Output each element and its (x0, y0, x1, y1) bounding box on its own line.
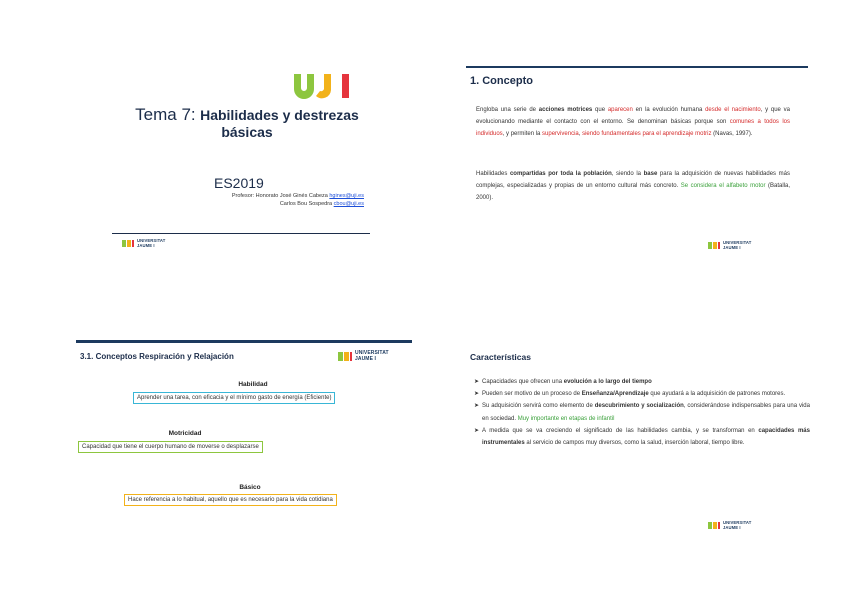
divider (112, 233, 370, 234)
label-basico: Básico (239, 484, 261, 491)
text-run: , y que va evolucionando mediante el contacto con el entorno. Se denominan básicas porque son (476, 107, 790, 125)
slide-caracteristicas (424, 300, 848, 599)
text-run: base (643, 171, 658, 177)
text-run: A medida que se va creciendo el significado de las habilidades cambia, y se transforman en (482, 427, 759, 434)
text-run: desde el nacimiento (705, 107, 761, 113)
top-bar (466, 66, 808, 68)
slide-title (0, 0, 424, 299)
uji-logo (292, 72, 358, 100)
professor-2: Carlos Bou Sospedra (279, 201, 334, 207)
text-run: (Navas, 1997). (711, 131, 753, 137)
box-basico: Hace referencia a lo habitual, aquello que es necesario para la vida cotidiana (124, 494, 337, 506)
text-run: (Batalla, 2000). (476, 183, 790, 201)
uji-footer-logo: UNIVERSITAT JAUME I (708, 521, 751, 530)
text-run: siendo fundamentales para el aprendizaje motriz (582, 131, 712, 137)
text-run: compartidas por toda la población (509, 171, 612, 177)
text-run: capacidades más instrumentales (482, 427, 810, 447)
list-item (474, 376, 810, 388)
text-run: Enseñanza/Aprendizaje (581, 391, 649, 398)
uji-footer-logo: UNIVERSITAT JAUME I (708, 241, 751, 250)
text-run: , siendo la (611, 171, 644, 177)
title-sub-line2: básicas (221, 124, 273, 140)
text-run: Se considera el alfabeto motor (680, 183, 766, 189)
title-sub-line1: Habilidades y destrezas (200, 107, 359, 123)
text-run: Habilidades (476, 171, 510, 177)
text-run: que (592, 107, 608, 113)
email-link-1[interactable]: hgines@uji.es (329, 193, 364, 199)
slide-conceptos (0, 300, 424, 599)
text-run: en la evolución humana (632, 107, 706, 113)
box-motricidad: Capacidad que tiene el cuerpo humano de moverse o desplazarse (78, 441, 263, 453)
slide-heading: Características (470, 352, 531, 362)
characteristics-list (474, 376, 810, 449)
text-run: , y permiten la (502, 131, 543, 137)
label-habilidad: Habilidad (238, 381, 268, 388)
list-item (474, 425, 810, 449)
text-run: descubrimiento y socialización (594, 403, 684, 410)
label-motricidad: Motricidad (168, 430, 202, 437)
text-run: Su adquisición servirá como elemento de (482, 403, 595, 410)
top-bar (76, 340, 412, 343)
text-run: acciones motrices (538, 107, 593, 113)
email-link-2[interactable]: cbou@uji.es (333, 201, 364, 207)
slide-heading: 1. Concepto (470, 75, 533, 87)
uji-header-logo: UNIVERSITAT JAUME I (338, 351, 389, 362)
text-run: al servicio de campos muy diversos, como la salud, inserción laboral, tiempo libre. (524, 440, 745, 447)
bullet-arrow-icon: ➤ (474, 427, 480, 434)
text-run: Muy importante en etapas de infantil (517, 415, 615, 422)
paragraph-2 (476, 168, 790, 204)
text-run: para la adquisición de nuevas habilidades más complejas, especializadas y propias de un entorno cultural más concreto. (476, 171, 790, 189)
box-habilidad: Aprender una tarea, con eficacia y el mínimo gasto de energía (Eficiente) (133, 392, 335, 404)
course-code: ES2019 (214, 175, 264, 191)
bullet-arrow-icon: ➤ (474, 391, 480, 398)
text-run: , considerándose indispensables para una vida en sociedad. (482, 403, 810, 422)
text-run: supervivencia (542, 131, 579, 137)
bullet-arrow-icon: ➤ (474, 403, 480, 410)
professor-1: Profesor: Honorato José Ginés Cabeza (231, 193, 330, 199)
paragraph-1 (476, 104, 790, 140)
bullet-arrow-icon: ➤ (474, 379, 480, 385)
text-run: Engloba una serie de (476, 107, 539, 113)
text-run: , (578, 131, 583, 137)
text-run: aparecen (607, 107, 633, 113)
professors (232, 192, 364, 208)
list-item (474, 400, 810, 424)
presentation-title (112, 106, 382, 141)
uji-footer-logo: UNIVERSITAT JAUME I (122, 239, 165, 248)
slide-heading: 3.1. Conceptos Respiración y Relajación (80, 352, 234, 361)
slide-concepto (424, 0, 848, 299)
list-item (474, 388, 810, 400)
text-run: comunes a todos los individuos (476, 119, 791, 137)
text-run: que ayudará a la adquisición de patrones motores. (648, 391, 786, 398)
title-main: Tema 7: (135, 105, 196, 124)
text-run: evolución a lo largo del tiempo (563, 379, 652, 385)
text-run: Pueden ser motivo de un proceso de (482, 391, 582, 398)
text-run: Capacidades que ofrecen una (482, 379, 564, 385)
